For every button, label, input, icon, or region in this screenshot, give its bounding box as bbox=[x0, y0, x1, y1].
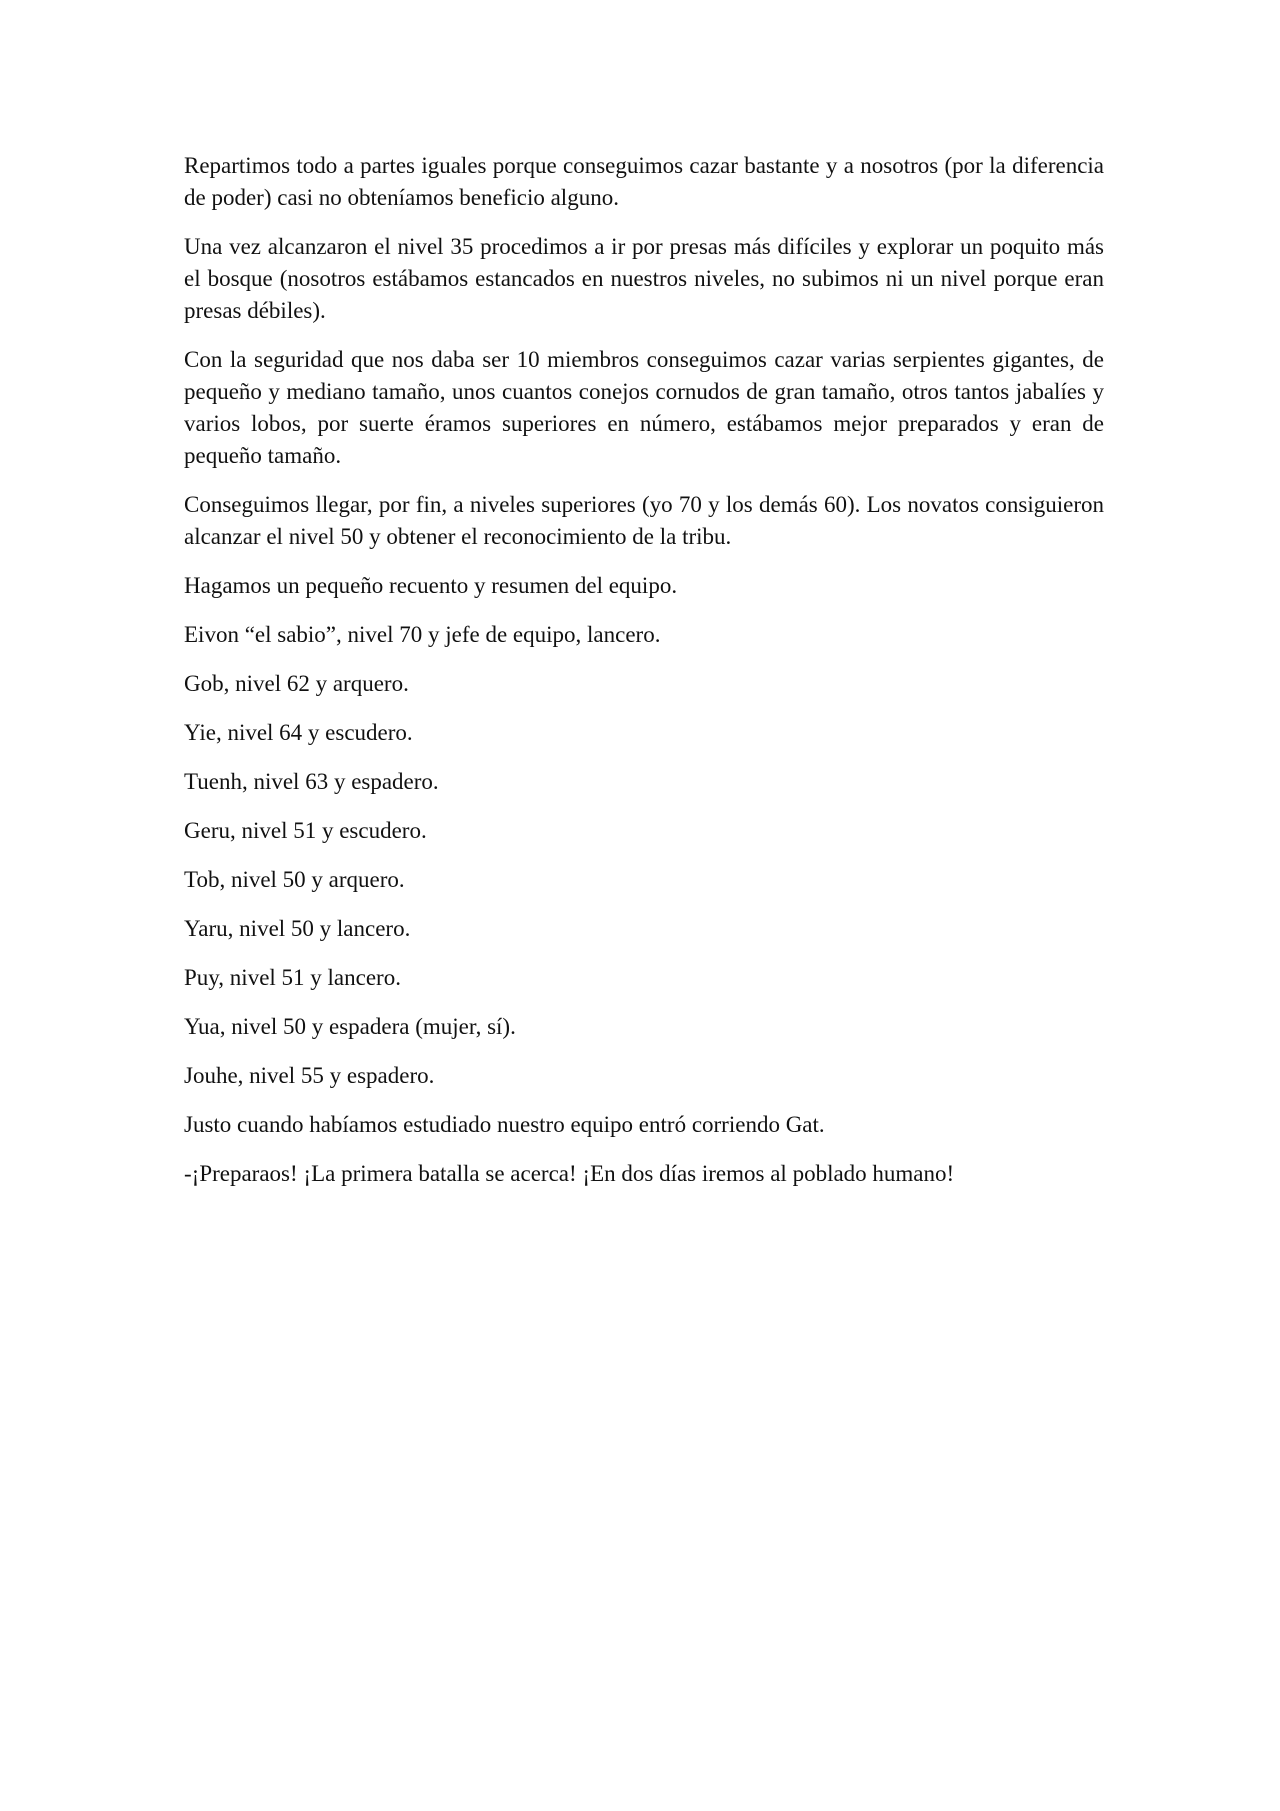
paragraph-gat-arrives: Justo cuando habíamos estudiado nuestro equipo entró corriendo Gat. bbox=[184, 1112, 825, 1137]
team-member-jouhe: Jouhe, nivel 55 y espadero. bbox=[184, 1063, 435, 1088]
team-member-eivon: Eivon “el sabio”, nivel 70 y jefe de equipo, lancero. bbox=[184, 622, 661, 647]
team-member-yaru: Yaru, nivel 50 y lancero. bbox=[184, 916, 411, 941]
team-member-yua: Yua, nivel 50 y espadera (mujer, sí). bbox=[184, 1014, 516, 1039]
team-member-yie: Yie, nivel 64 y escudero. bbox=[184, 720, 413, 745]
paragraph-level-35: Una vez alcanzaron el nivel 35 procedimos a ir por presas más difíciles y explorar un poquito más el bosque (nosotros estábamos estancados en nuestros niveles, no subimos ni un nivel porque eran presas débiles). bbox=[184, 234, 1104, 323]
paragraph-higher-levels: Conseguimos llegar, por fin, a niveles superiores (yo 70 y los demás 60). Los novatos consiguieron alcanzar el nivel 50 y obtener el reconocimiento de la tribu. bbox=[184, 492, 1104, 549]
paragraph-shared-hunt: Repartimos todo a partes iguales porque conseguimos cazar bastante y a nosotros (por la diferencia de poder) casi no obteníamos beneficio alguno. bbox=[184, 153, 1104, 210]
dialogue-line-battle: -¡Preparaos! ¡La primera batalla se acerca! ¡En dos días iremos al poblado humano! bbox=[184, 1161, 955, 1186]
paragraph-ten-members: Con la seguridad que nos daba ser 10 miembros conseguimos cazar varias serpientes gigantes, de pequeño y mediano tamaño, unos cuantos conejos cornudos de gran tamaño, otros tantos jabalíes y varios lobos, por suerte éramos superiores en número, estábamos mejor preparados y eran de pequeño tamaño. bbox=[184, 347, 1104, 468]
team-member-geru: Geru, nivel 51 y escudero. bbox=[184, 818, 427, 843]
team-member-tob: Tob, nivel 50 y arquero. bbox=[184, 867, 405, 892]
team-member-gob: Gob, nivel 62 y arquero. bbox=[184, 671, 409, 696]
document-body bbox=[184, 150, 1104, 1207]
team-member-puy: Puy, nivel 51 y lancero. bbox=[184, 965, 401, 990]
paragraph-team-summary: Hagamos un pequeño recuento y resumen del equipo. bbox=[184, 573, 678, 598]
team-member-tuenh: Tuenh, nivel 63 y espadero. bbox=[184, 769, 439, 794]
